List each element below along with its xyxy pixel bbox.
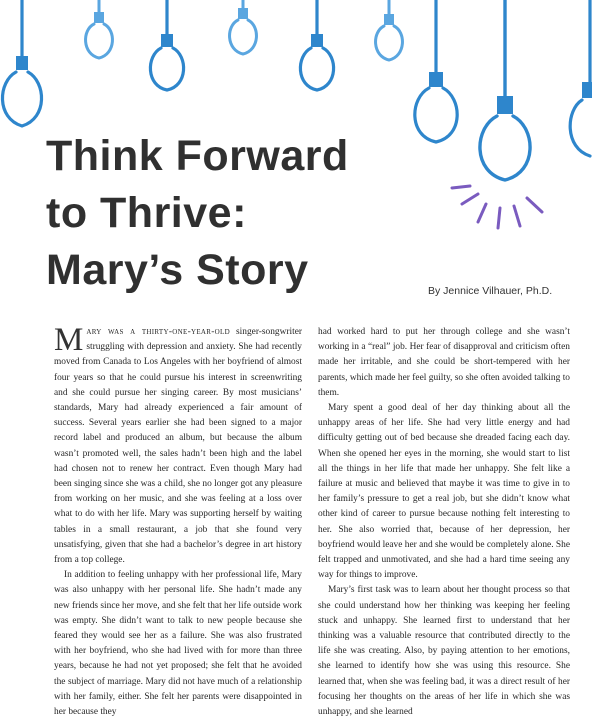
- article-column-right: [318, 325, 570, 720]
- light-bulb-icon: [300, 0, 333, 90]
- light-bulb-icon: [376, 0, 403, 60]
- article-title: [46, 128, 349, 299]
- light-bulb-icon: [150, 0, 183, 90]
- light-bulb-icon: [2, 0, 41, 126]
- lead-in: ary was a thirty-one-year-old: [86, 327, 230, 337]
- light-bulb-icon: [230, 0, 257, 54]
- light-bulb-icon: [480, 0, 530, 180]
- light-bulb-icon: [86, 0, 113, 58]
- title-line: Think Forward: [46, 132, 349, 180]
- paragraph: Mary’s first task was to learn about her thought process so that she could understand how her thinking was keeping her feeling stuck and unhappy. She learned first to understand that her thinking was a valuable resource that contributed directly to the life she was creating. Also, by paying attention to her emotions, she learned to identify how she was using this resource. She learned that, when she was feeling bad, it was a direct result of her focusing her thoughts on the areas of her life in which she was unhappy, and she learned: [318, 585, 570, 718]
- title-line: Mary’s Story: [46, 246, 309, 294]
- paragraph: In addition to feeling unhappy with her professional life, Mary was also unhappy with her personal life. She hadn’t made any new friends since her move, and she felt that her life outside work was empty. She didn’t want to talk to new people because she feared they would see her as a failure. She was also frustrated with her boyfriend, who she had lived with for more than three years, because he had not yet proposed; she felt that he avoided the subject of marriage. Mary did not have much of a relationship with her family, either. She felt her parents were disappointed in her because they: [54, 570, 302, 718]
- paragraph-text: singer-songwriter struggling with depression and anxiety. She had recently moved from Canada to Los Angeles with her boyfriend of almost four years so that he could pursue his interest in screenwriting and she could pursue her singing career. By most musicians’ standards, Mary had already experienced a fair amount of success. Several years earlier she had been signed to a major record label and produced an album, but because the album wasn’t promoted well, the sales hadn’t been high and the label had chosen not to renew her contract. Even though Mary had been singing since she was a child, she no longer got any pleasure from working on her music, and she was feeling at a loss over what to do with her life. Mary was supporting herself by waiting tables in a small restaurant, a job that she found very unsatisfying, given that she had a bachelor’s degree in art history from a top college.: [54, 327, 302, 566]
- light-bulb-icon: [415, 0, 457, 142]
- paragraph: [54, 322, 302, 568]
- light-bulb-icon: [570, 0, 592, 156]
- title-line: to Thrive:: [46, 189, 247, 237]
- byline: By Jennice Vilhauer, Ph.D.: [428, 285, 553, 297]
- article-column-left: [54, 322, 302, 720]
- paragraph: Mary spent a good deal of her day thinking about all the unhappy areas of her life. She had very little energy and had difficulty getting out of bed because she dreaded facing each day. When she opened her eyes in the morning, she would start to list all the things in her life that made her unhappy. She felt like a failure at music and believed that maybe it was time to give in to her family’s pressure to get a real job, but she didn’t know what other kind of career to pursue because nothing felt interesting to her. She also worried that, because of her depression, her boyfriend would leave her and she would be completely alone. She felt trapped and unmotivated, and she had a hard time seeing any way for things to improve.: [318, 403, 570, 581]
- light-rays-icon: [452, 186, 542, 228]
- drop-cap: M: [54, 322, 84, 358]
- paragraph: had worked hard to put her through college and she wasn’t working in a “real” job. Her fear of disapproval and criticism often made her irritable, and she could be short-tempered with her parents, which made her feel guilty, so she often avoided talking to them.: [318, 327, 570, 398]
